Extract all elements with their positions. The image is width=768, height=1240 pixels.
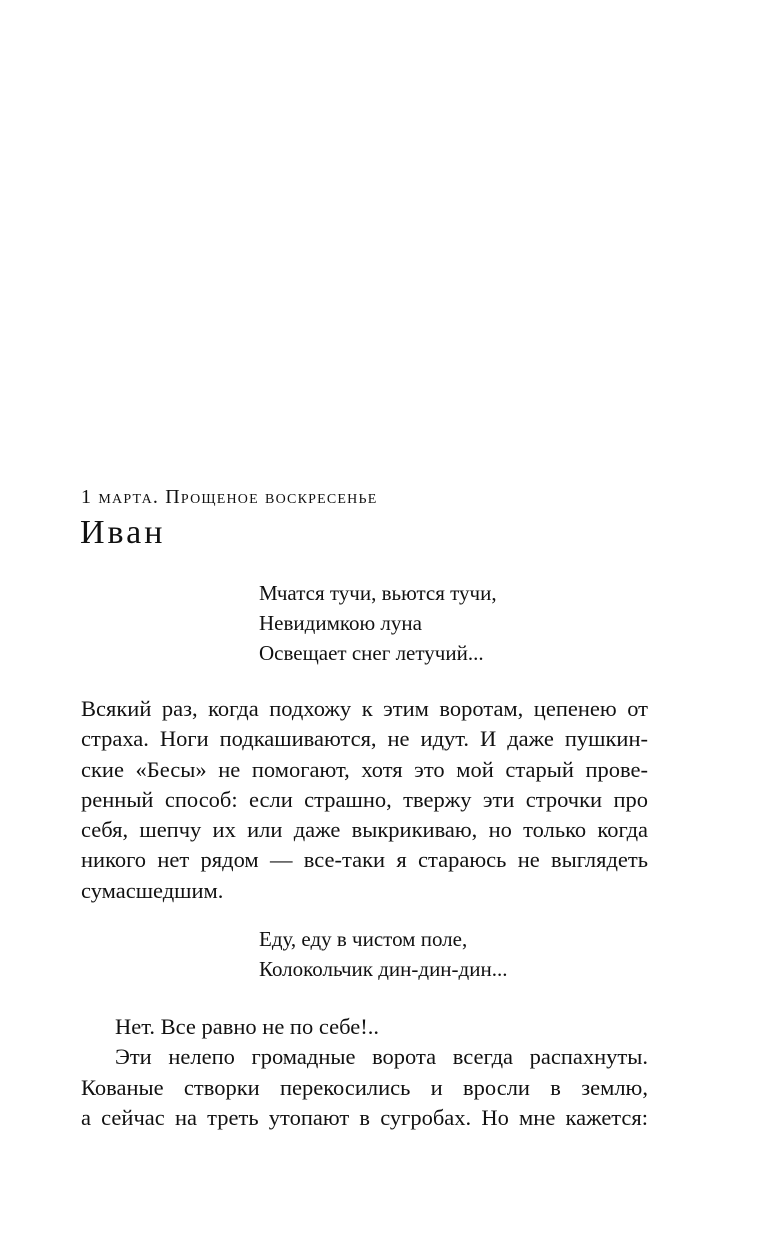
paragraph-1 bbox=[81, 694, 648, 906]
text-line: ренный способ: если страшно, твержу эти строчки про bbox=[81, 786, 648, 812]
chapter-title: Иван bbox=[80, 514, 166, 551]
chapter-date-heading: 1 марта. Прощеное воскресенье bbox=[81, 486, 378, 508]
epigraph-line: Мчатся тучи, вьются тучи, bbox=[259, 581, 497, 605]
text-line: никого нет рядом — все-таки я стараюсь не выглядеть bbox=[81, 847, 648, 873]
epigraph-poem-1 bbox=[259, 578, 497, 668]
epigraph-poem-2 bbox=[259, 924, 507, 984]
text-line: страха. Ноги подкашиваются, не идут. И даже пушкин- bbox=[81, 726, 648, 752]
text-line: ские «Бесы» не помогают, хотя это мой старый прове- bbox=[81, 756, 648, 782]
text-line: Нет. Все равно не по себе!.. bbox=[115, 1014, 379, 1039]
text-line: а сейчас на треть утопают в сугробах. Но мне кажется: bbox=[81, 1104, 648, 1130]
text-line: себя, шепчу их или даже выкрикиваю, но только когда bbox=[81, 817, 648, 843]
text-line: Всякий раз, когда подхожу к этим воротам, цепенею от bbox=[81, 696, 648, 721]
epigraph-line: Колокольчик дин-дин-дин... bbox=[259, 957, 508, 981]
epigraph-line: Невидимкою луна bbox=[259, 611, 422, 635]
epigraph-line: Освещает снег летучий... bbox=[259, 641, 484, 665]
epigraph-line: Еду, еду в чистом поле, bbox=[259, 927, 468, 951]
text-line: Эти нелепо громадные ворота всегда распахнуты. bbox=[115, 1044, 648, 1070]
text-line: Кованые створки перекосились и вросли в землю, bbox=[81, 1074, 648, 1100]
text-line: сумасшедшим. bbox=[81, 877, 224, 903]
paragraph-2-3 bbox=[81, 1012, 648, 1133]
